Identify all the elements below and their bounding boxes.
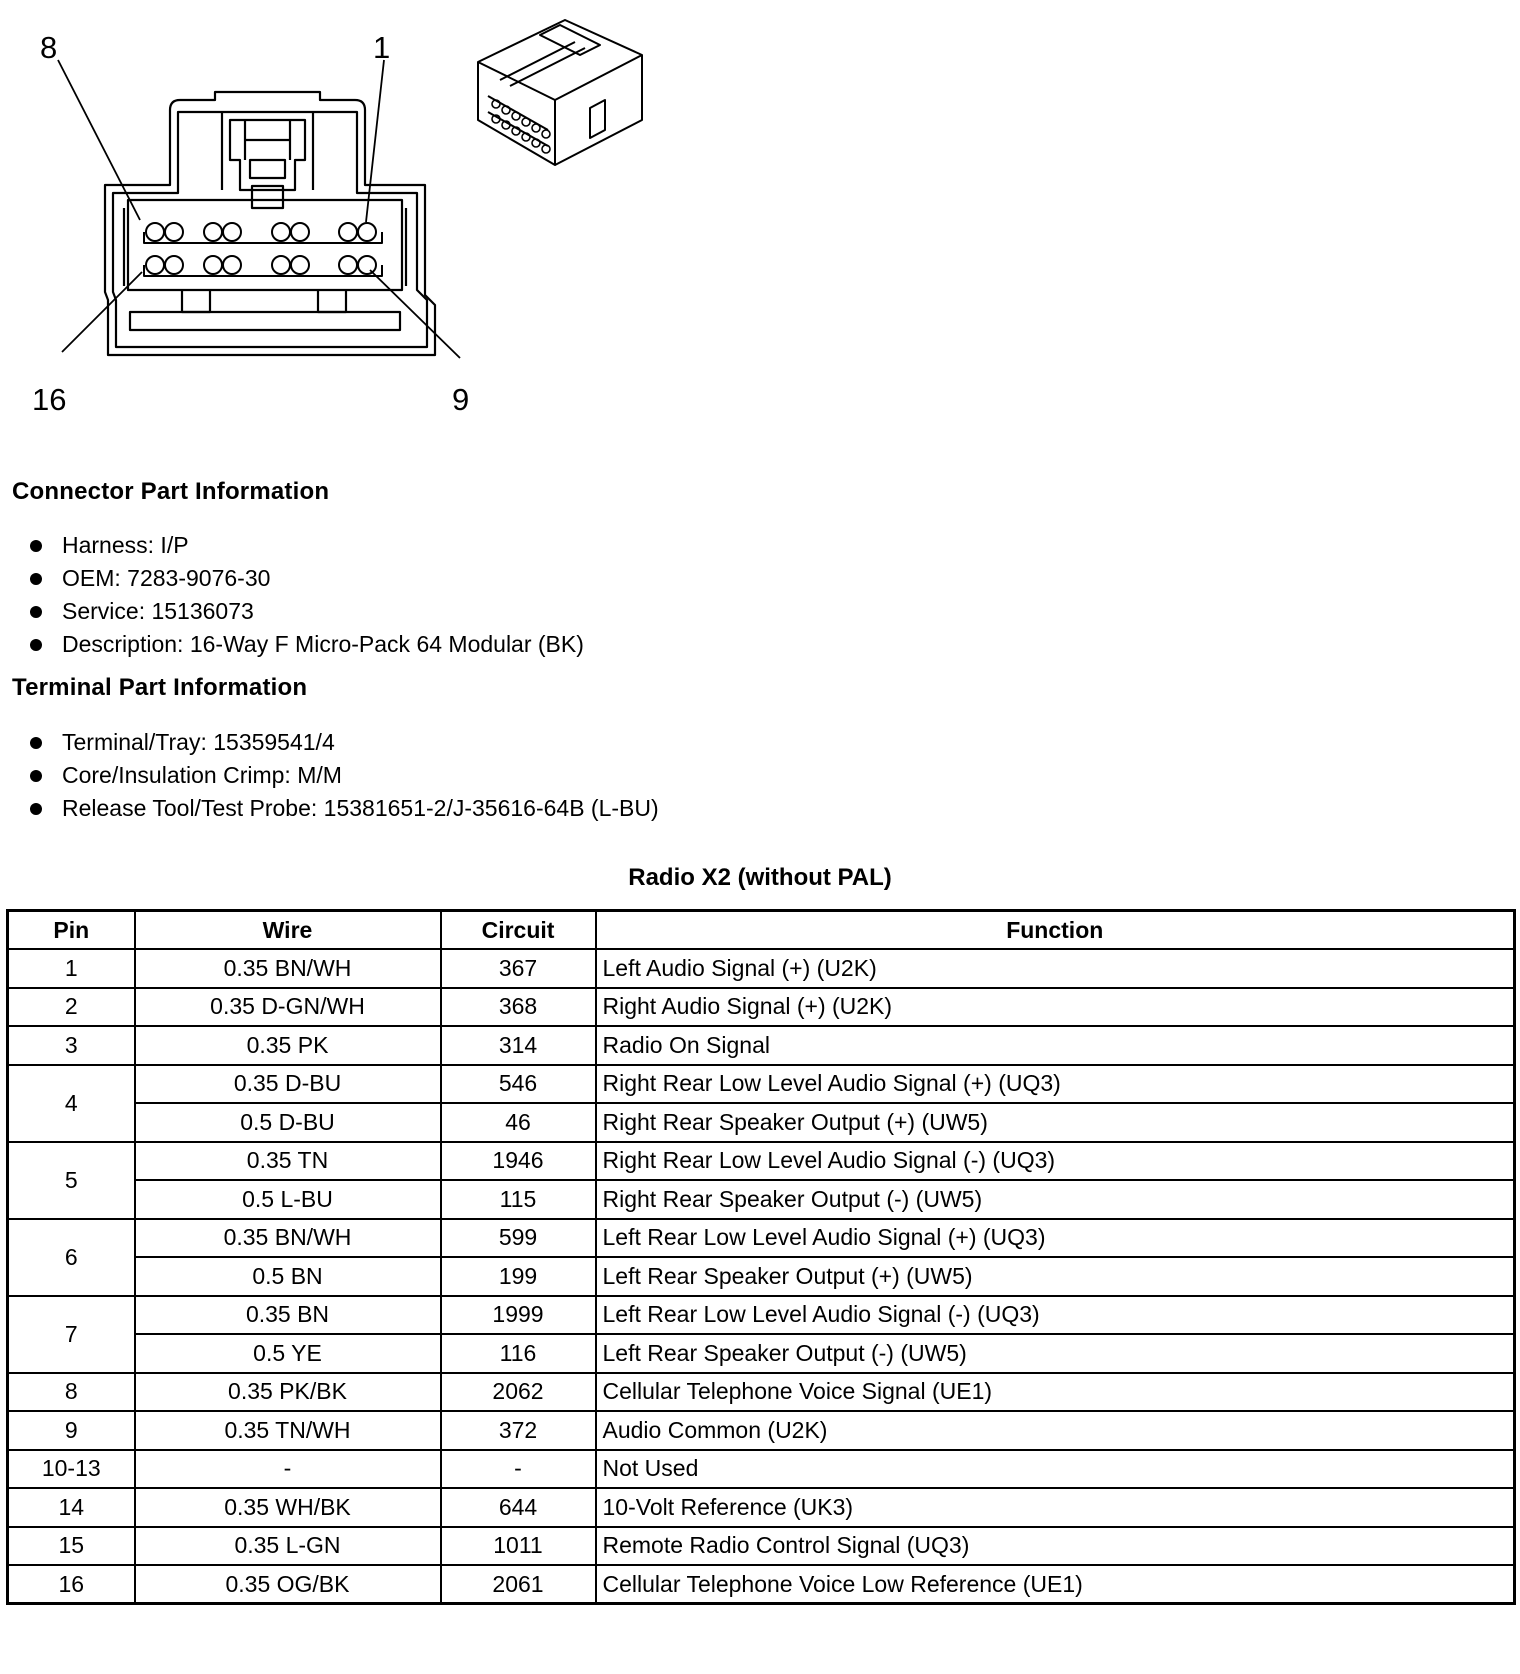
cell-circuit: 2062	[441, 1373, 596, 1412]
table-body	[8, 949, 1515, 1604]
bullet-icon	[30, 737, 42, 749]
cell-circuit: 314	[441, 1026, 596, 1065]
cell-function: Left Rear Low Level Audio Signal (+) (UQ3)	[596, 1219, 1515, 1258]
table-row	[8, 1296, 1515, 1335]
connector-face-drawing	[58, 60, 460, 358]
list-item-text: Description: 16-Way F Micro-Pack 64 Modular (BK)	[62, 631, 584, 657]
cell-wire: 0.5 L-BU	[135, 1180, 441, 1219]
list-item	[30, 595, 584, 628]
cell-wire: -	[135, 1450, 441, 1489]
cell-wire: 0.35 WH/BK	[135, 1488, 441, 1527]
table-row	[8, 1219, 1515, 1258]
cell-function: Right Rear Low Level Audio Signal (+) (UQ3)	[596, 1065, 1515, 1104]
cell-function: Right Rear Speaker Output (-) (UW5)	[596, 1180, 1515, 1219]
cell-function: Right Audio Signal (+) (U2K)	[596, 988, 1515, 1027]
table-row	[8, 1180, 1515, 1219]
cell-function: Not Used	[596, 1450, 1515, 1489]
table-title: Radio X2 (without PAL)	[628, 864, 892, 891]
cell-function: Left Rear Low Level Audio Signal (-) (UQ3)	[596, 1296, 1515, 1335]
cell-pin: 1	[8, 949, 135, 988]
cell-pin: 15	[8, 1527, 135, 1566]
list-item-text: Harness: I/P	[62, 532, 189, 558]
cell-circuit: 368	[441, 988, 596, 1027]
cell-pin: 14	[8, 1488, 135, 1527]
connector-info-heading: Connector Part Information	[12, 478, 330, 505]
cell-circuit: 2061	[441, 1565, 596, 1604]
cell-pin: 5	[8, 1142, 135, 1219]
cell-function: Cellular Telephone Voice Low Reference (UE1)	[596, 1565, 1515, 1604]
cell-wire: 0.35 TN	[135, 1142, 441, 1181]
cell-pin: 2	[8, 988, 135, 1027]
pin-label-16: 16	[32, 382, 67, 417]
table-header-row	[8, 911, 1515, 950]
table-row	[8, 1142, 1515, 1181]
cell-wire: 0.35 L-GN	[135, 1527, 441, 1566]
table-row	[8, 1527, 1515, 1566]
list-item-text: Core/Insulation Crimp: M/M	[62, 762, 342, 788]
cell-circuit: -	[441, 1450, 596, 1489]
pin-label-9: 9	[452, 382, 470, 417]
cell-wire: 0.35 OG/BK	[135, 1565, 441, 1604]
table-row	[8, 1065, 1515, 1104]
table-row	[8, 1026, 1515, 1065]
cell-circuit: 46	[441, 1103, 596, 1142]
cell-pin: 9	[8, 1411, 135, 1450]
cell-function: Right Rear Speaker Output (+) (UW5)	[596, 1103, 1515, 1142]
bullet-icon	[30, 540, 42, 552]
cell-circuit: 1946	[441, 1142, 596, 1181]
cell-pin: 7	[8, 1296, 135, 1373]
pin-label-1: 1	[373, 30, 391, 65]
cell-circuit: 116	[441, 1334, 596, 1373]
list-item-text: Release Tool/Test Probe: 15381651-2/J-35616-64B (L-BU)	[62, 795, 659, 821]
cell-wire: 0.5 YE	[135, 1334, 441, 1373]
cell-circuit: 546	[441, 1065, 596, 1104]
header-circuit: Circuit	[441, 911, 596, 950]
cell-function: Right Rear Low Level Audio Signal (-) (UQ3)	[596, 1142, 1515, 1181]
cell-circuit: 1011	[441, 1527, 596, 1566]
header-wire: Wire	[135, 911, 441, 950]
cell-function: Remote Radio Control Signal (UQ3)	[596, 1527, 1515, 1566]
list-item-text: OEM: 7283-9076-30	[62, 565, 271, 591]
cell-function: Audio Common (U2K)	[596, 1411, 1515, 1450]
table-row	[8, 1373, 1515, 1412]
bullet-icon	[30, 639, 42, 651]
header-function: Function	[596, 911, 1515, 950]
cell-circuit: 199	[441, 1257, 596, 1296]
table-row	[8, 1103, 1515, 1142]
cell-wire: 0.35 TN/WH	[135, 1411, 441, 1450]
cell-pin: 4	[8, 1065, 135, 1142]
cell-wire: 0.35 BN/WH	[135, 1219, 441, 1258]
cell-pin: 6	[8, 1219, 135, 1296]
cell-pin: 8	[8, 1373, 135, 1412]
table-row	[8, 1411, 1515, 1450]
table-row	[8, 1565, 1515, 1604]
terminal-info-list	[30, 726, 659, 825]
list-item	[30, 529, 584, 562]
pin-table	[6, 909, 1516, 1605]
table-row	[8, 949, 1515, 988]
connector-diagram	[0, 0, 720, 440]
cell-wire: 0.35 D-BU	[135, 1065, 441, 1104]
terminal-info-heading: Terminal Part Information	[12, 674, 308, 701]
cell-pin: 3	[8, 1026, 135, 1065]
cell-function: Cellular Telephone Voice Signal (UE1)	[596, 1373, 1515, 1412]
pin-label-8: 8	[40, 30, 58, 65]
bullet-icon	[30, 803, 42, 815]
bullet-icon	[30, 573, 42, 585]
list-item	[30, 628, 584, 661]
list-item	[30, 792, 659, 825]
cell-pin: 16	[8, 1565, 135, 1604]
cell-circuit: 115	[441, 1180, 596, 1219]
cell-function: Radio On Signal	[596, 1026, 1515, 1065]
list-item	[30, 759, 659, 792]
cell-wire: 0.5 D-BU	[135, 1103, 441, 1142]
connector-iso-drawing	[478, 20, 642, 165]
cell-function: 10-Volt Reference (UK3)	[596, 1488, 1515, 1527]
cell-wire: 0.35 BN/WH	[135, 949, 441, 988]
connector-info-list	[30, 529, 584, 661]
cell-pin: 10-13	[8, 1450, 135, 1489]
header-pin: Pin	[8, 911, 135, 950]
cell-wire: 0.35 BN	[135, 1296, 441, 1335]
cell-circuit: 367	[441, 949, 596, 988]
list-item-text: Terminal/Tray: 15359541/4	[62, 729, 335, 755]
table-row	[8, 1450, 1515, 1489]
table-row	[8, 1257, 1515, 1296]
table-row	[8, 1334, 1515, 1373]
bullet-icon	[30, 770, 42, 782]
cell-circuit: 372	[441, 1411, 596, 1450]
table-row	[8, 1488, 1515, 1527]
cell-wire: 0.5 BN	[135, 1257, 441, 1296]
list-item	[30, 562, 584, 595]
cell-function: Left Audio Signal (+) (U2K)	[596, 949, 1515, 988]
cell-circuit: 599	[441, 1219, 596, 1258]
cell-function: Left Rear Speaker Output (-) (UW5)	[596, 1334, 1515, 1373]
bullet-icon	[30, 606, 42, 618]
cell-wire: 0.35 D-GN/WH	[135, 988, 441, 1027]
cell-circuit: 644	[441, 1488, 596, 1527]
list-item-text: Service: 15136073	[62, 598, 254, 624]
list-item	[30, 726, 659, 759]
cell-circuit: 1999	[441, 1296, 596, 1335]
cell-wire: 0.35 PK	[135, 1026, 441, 1065]
cell-function: Left Rear Speaker Output (+) (UW5)	[596, 1257, 1515, 1296]
cell-wire: 0.35 PK/BK	[135, 1373, 441, 1412]
table-row	[8, 988, 1515, 1027]
